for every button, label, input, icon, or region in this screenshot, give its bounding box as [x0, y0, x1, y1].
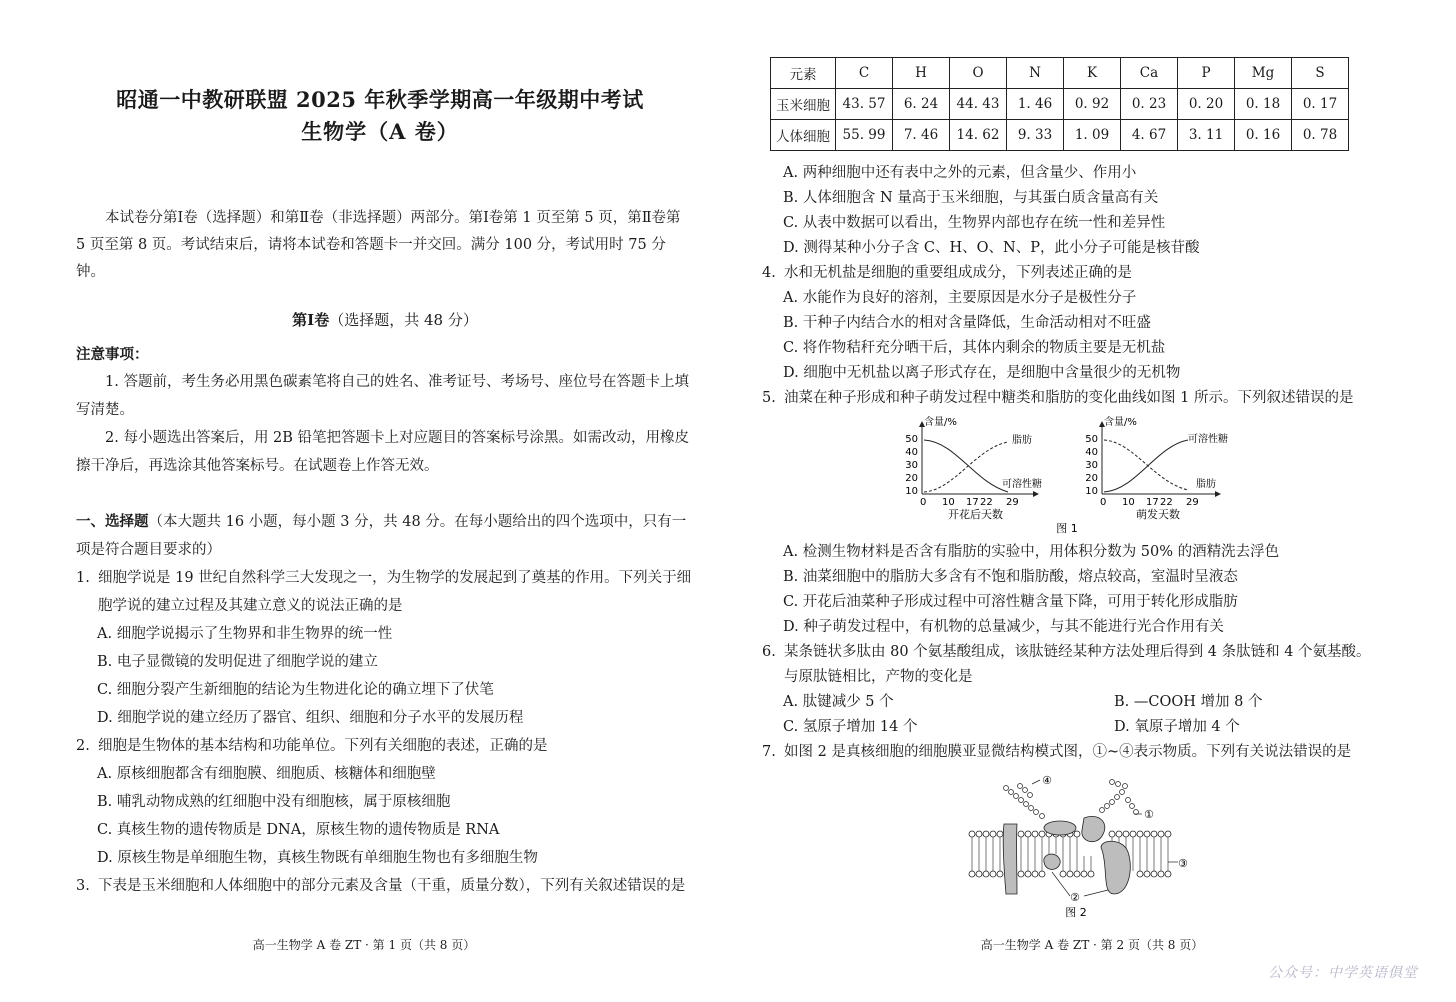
question-number: 2. [76, 738, 90, 754]
question-stem: 下表是玉米细胞和人体细胞中的部分元素及含量（干重，质量分数），下列有关叙述错误的是 [98, 878, 686, 894]
option-c: C. 开花后油菜种子形成过程中可溶性糖含量下降，可用于转化形成脂肪 [783, 594, 1238, 610]
question-number: 1. [76, 570, 90, 586]
table-cell: 4. 67 [1121, 120, 1178, 151]
x-tick: 17 [1146, 497, 1159, 508]
y-axis-label: 含量/% [924, 417, 957, 428]
x-tick: 22 [980, 497, 993, 508]
surface-protein [1044, 821, 1076, 835]
y-axis-label: 含量/% [1104, 417, 1137, 428]
table-cell: 0. 18 [1235, 89, 1292, 120]
curve-label-fat: 脂肪 [1012, 435, 1032, 446]
x-axis-label: 开花后天数 [948, 508, 1003, 521]
option-c: C. 氢原子增加 14 个 [783, 719, 918, 735]
option-a: A. 两种细胞中还有表中之外的元素，但含量少、作用小 [783, 165, 1137, 181]
table-cell: C [836, 58, 893, 89]
curve-fat [924, 442, 1008, 492]
curve-fat [1104, 440, 1188, 490]
question-number: 7. [762, 744, 776, 760]
table-cell: 0. 78 [1292, 120, 1349, 151]
table-cell: 55. 99 [836, 120, 893, 151]
question-number: 6. [762, 644, 776, 660]
y-tick: 50 [1085, 434, 1098, 445]
y-tick: 10 [1085, 486, 1098, 497]
peripheral-protein [1044, 854, 1060, 869]
question-number: 4. [762, 265, 776, 281]
x-tick: 10 [1122, 497, 1135, 508]
x-tick: 0 [920, 497, 927, 508]
table-cell: S [1292, 58, 1349, 89]
option-b: B. —COOH 增加 8 个 [1114, 694, 1263, 710]
table-cell: 14. 62 [950, 120, 1007, 151]
y-tick: 10 [905, 486, 918, 497]
note-1: 1. 答题前，考生务必用黑色碳素笔将自己的姓名、准考证号、考场号、座位号在答题卡上填写清楚。 [76, 374, 689, 418]
curve-soluble-sugar [924, 440, 1008, 492]
option-c: C. 将作物秸秆充分晒干后，其体内剩余的物质主要是无机盐 [783, 340, 1166, 356]
table-cell: P [1178, 58, 1235, 89]
fig1-left-graph [905, 415, 1042, 521]
table-cell: 43. 57 [836, 89, 893, 120]
part-label: 一、选择题 [76, 513, 149, 530]
page-footer: 高一生物学 A 卷 ZT · 第 2 页（共 8 页） [980, 938, 1204, 952]
phospholipid-bilayer [968, 831, 1171, 877]
figure-2 [962, 770, 1192, 920]
option-c: C. 真核生物的遗传物质是 DNA，原核生物的遗传物质是 RNA [97, 822, 500, 838]
question-number: 5. [762, 390, 776, 406]
question-7 [762, 740, 1351, 765]
question-stem: 细胞学说是 19 世纪自然科学三大发现之一，为生物学的发展起到了奠基的作用。下列关于细胞学说的建立过程及其建立意义的说法正确的是 [98, 570, 692, 614]
exam-title: 昭通一中教研联盟 2025 年秋季学期高一年级期中考试 [116, 87, 644, 112]
x-axis-label: 萌发天数 [1136, 508, 1180, 521]
sugar-chain [1004, 780, 1139, 819]
section-label: 第Ⅰ卷 [292, 311, 330, 329]
y-tick: 20 [905, 473, 918, 484]
curve-label-fat: 脂肪 [1196, 479, 1216, 490]
x-tick: 10 [942, 497, 955, 508]
table-cell: Mg [1235, 58, 1292, 89]
option-b: B. 哺乳动物成熟的红细胞中没有细胞核，属于原核细胞 [97, 794, 451, 810]
option-c: C. 从表中数据可以看出，生物界内部也存在统一性和差异性 [783, 215, 1166, 231]
table-cell: H [893, 58, 950, 89]
element-table [770, 57, 1349, 151]
question-5 [762, 386, 1353, 411]
curve-label-sugar: 可溶性糖 [1002, 479, 1042, 490]
transmembrane-protein [1003, 824, 1017, 894]
option-d: D. 种子萌发过程中，有机物的总量减少，与其不能进行光合作用有关 [783, 619, 1224, 635]
table-cell: 玉米细胞 [771, 89, 836, 120]
x-tick: 22 [1160, 497, 1173, 508]
x-axis-arrow [1033, 491, 1039, 497]
y-tick: 40 [1085, 447, 1098, 458]
y-tick: 50 [905, 434, 918, 445]
figure-caption: 图 1 [1056, 522, 1078, 535]
question-stem: 如图 2 是真核细胞的细胞膜亚显微结构模式图，①~④表示物质。下列有关说法错误的是 [784, 744, 1352, 760]
x-tick: 29 [1186, 497, 1199, 508]
table-cell: 44. 43 [950, 89, 1007, 120]
curve-soluble-sugar [1104, 440, 1188, 492]
question-3 [76, 872, 694, 900]
label-4: ④ [1042, 774, 1052, 787]
option-c: C. 细胞分裂产生新细胞的结论为生物进化论的确立埋下了伏笔 [97, 682, 494, 698]
glycoprotein-body [1082, 816, 1105, 841]
x-tick: 17 [966, 497, 979, 508]
large-protein [1101, 841, 1130, 894]
y-tick: 30 [905, 460, 918, 471]
question-stem: 油菜在种子形成和种子萌发过程中糖类和脂肪的变化曲线如图 1 所示。下列叙述错误的是 [784, 390, 1354, 406]
question-stem: 水和无机盐是细胞的重要组成成分，下列表述正确的是 [784, 265, 1132, 281]
figure-1 [896, 412, 1246, 538]
label-2: ② [1070, 891, 1080, 904]
question-stem: 某条链状多肽由 80 个氨基酸组成，该肽链经某种方法处理后得到 4 条肽链和 4 个氨基酸。与原肽链相比，产物的变化是 [784, 644, 1371, 685]
table-cell: K [1064, 58, 1121, 89]
notes-title: 注意事项： [76, 346, 149, 363]
section-note: （选择题，共 48 分） [329, 311, 478, 329]
question-4 [762, 261, 1132, 286]
option-d: D. 细胞学说的建立经历了器官、组织、细胞和分子水平的发展历程 [97, 710, 524, 726]
label-1: ① [1144, 808, 1154, 821]
option-b: B. 干种子内结合水的相对含量降低，生命活动相对不旺盛 [783, 315, 1151, 331]
table-cell: Ca [1121, 58, 1178, 89]
page-footer: 高一生物学 A 卷 ZT · 第 1 页（共 8 页） [252, 938, 476, 952]
table-cell: 3. 11 [1178, 120, 1235, 151]
table-cell: N [1007, 58, 1064, 89]
table-cell: 9. 33 [1007, 120, 1064, 151]
option-a: A. 原核细胞都含有细胞膜、细胞质、核糖体和细胞壁 [97, 766, 436, 782]
part-heading [76, 508, 694, 564]
question-2 [76, 732, 694, 760]
table-cell: 元素 [771, 58, 836, 89]
part-description: （本大题共 16 小题，每小题 3 分，共 48 分。在每小题给出的四个选项中，只有一项是符合题目要求的） [76, 514, 687, 558]
table-cell: 0. 23 [1121, 89, 1178, 120]
y-tick: 20 [1085, 473, 1098, 484]
note-2: 2. 每小题选出答案后，用 2B 铅笔把答题卡上对应题目的答案标号涂黑。如需改动，用橡皮擦干净后，再选涂其他答案标号。在试题卷上作答无效。 [76, 430, 690, 474]
question-number: 3. [76, 878, 90, 894]
question-stem: 细胞是生物体的基本结构和功能单位。下列有关细胞的表述，正确的是 [98, 738, 548, 754]
fig1-right-graph [1085, 415, 1228, 521]
question-1 [76, 564, 694, 620]
y-tick: 40 [905, 447, 918, 458]
exam-subtitle: 生物学（A 卷） [301, 119, 459, 144]
option-a: A. 检测生物材料是否含有脂肪的实验中，用体积分数为 50% 的酒精洗去浮色 [783, 544, 1280, 560]
option-a: A. 水能作为良好的溶剂，主要原因是水分子是极性分子 [783, 290, 1137, 306]
table-header-row [771, 58, 1349, 89]
option-a: A. 肽键减少 5 个 [783, 694, 894, 710]
table-cell: 0. 92 [1064, 89, 1121, 120]
exam-intro: 本试卷分第Ⅰ卷（选择题）和第Ⅱ卷（非选择题）两部分。第Ⅰ卷第 1 页至第 5 页，第Ⅱ卷第 5 页至第 8 页。考试结束后，请将本试卷和答题卡一并交回。满分 100 分，考试用时 75 分钟。 [76, 210, 681, 280]
option-d: D. 原核生物是单细胞生物，真核生物既有单细胞生物也有多细胞生物 [97, 850, 538, 866]
table-row [771, 120, 1349, 151]
watermark: 公众号：中学英语俱堂 [1268, 965, 1418, 981]
curve-label-sugar: 可溶性糖 [1188, 434, 1228, 445]
option-b: B. 电子显微镜的发明促进了细胞学说的建立 [97, 654, 378, 670]
option-a: A. 细胞学说揭示了生物界和非生物界的统一性 [97, 626, 393, 642]
table-cell: O [950, 58, 1007, 89]
label-3: ③ [1178, 857, 1188, 870]
x-tick: 29 [1006, 497, 1019, 508]
table-cell: 6. 24 [893, 89, 950, 120]
table-cell: 0. 17 [1292, 89, 1349, 120]
y-tick: 30 [1085, 460, 1098, 471]
table-cell: 1. 09 [1064, 120, 1121, 151]
option-d: D. 氧原子增加 4 个 [1114, 719, 1240, 735]
figure-caption: 图 2 [1065, 906, 1087, 919]
option-b: B. 人体细胞含 N 量高于玉米细胞，与其蛋白质含量高有关 [783, 190, 1159, 206]
question-6 [762, 640, 1384, 690]
x-axis-arrow [1215, 491, 1221, 497]
x-tick: 0 [1100, 497, 1107, 508]
option-d: D. 测得某种小分子含 C、H、O、N、P，此小分子可能是核苷酸 [783, 240, 1200, 256]
section-heading [76, 309, 694, 330]
table-cell: 人体细胞 [771, 120, 836, 151]
table-cell: 7. 46 [893, 120, 950, 151]
option-d: D. 细胞中无机盐以离子形式存在，是细胞中含量很少的无机物 [783, 365, 1181, 381]
table-cell: 0. 16 [1235, 120, 1292, 151]
option-b: B. 油菜细胞中的脂肪大多含有不饱和脂肪酸，熔点较高，室温时呈液态 [783, 569, 1238, 585]
table-row [771, 89, 1349, 120]
table-cell: 0. 20 [1178, 89, 1235, 120]
table-cell: 1. 46 [1007, 89, 1064, 120]
